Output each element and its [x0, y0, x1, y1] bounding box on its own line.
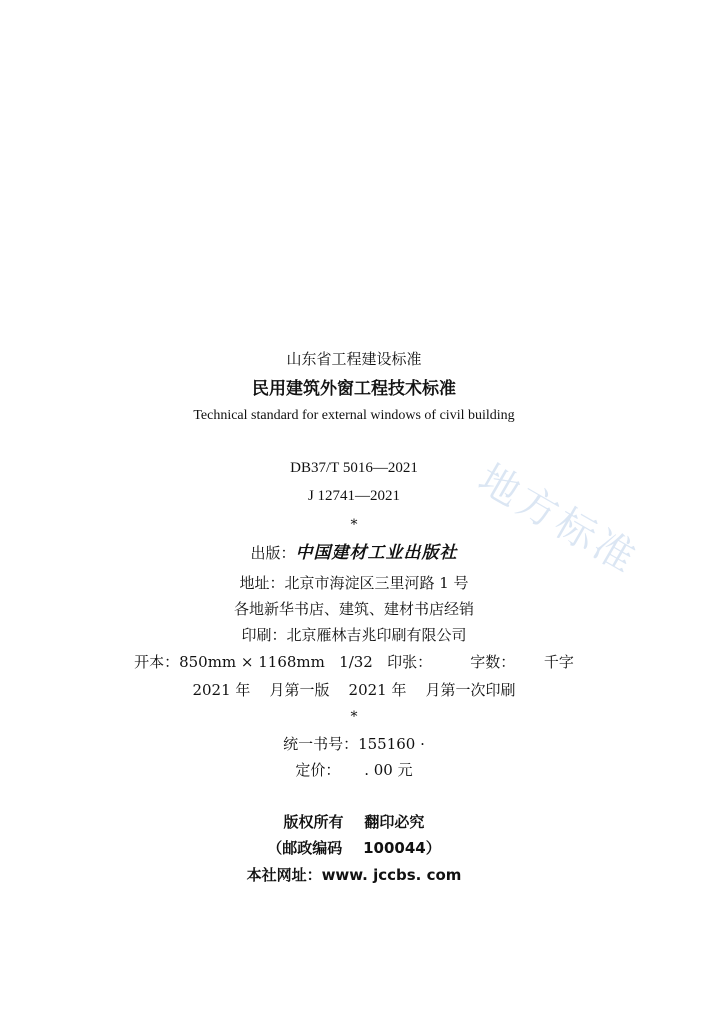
- price: 定价： . 00 元: [295, 761, 413, 779]
- separator-star: *: [350, 517, 358, 533]
- copyright-notice: 版权所有 翻印必究: [283, 813, 425, 831]
- publisher-name: 中国建材工业出版社: [295, 543, 458, 563]
- printer-info: 印刷：北京雁林吉兆印刷有限公司: [241, 626, 467, 644]
- watermark: 地方标准: [470, 455, 646, 584]
- standard-series: 山东省工程建设标准: [286, 350, 422, 368]
- registration-code: J 12741—2021: [307, 488, 401, 504]
- document-title: 民用建筑外窗工程技术标准: [252, 379, 456, 399]
- publisher-label: 出版：: [250, 544, 296, 562]
- standard-code: DB37/T 5016—2021: [290, 460, 418, 476]
- publisher-website: 本社网址：www. jccbs. com: [246, 866, 462, 884]
- separator-star: *: [350, 709, 358, 725]
- format-info: 开本：850mm × 1168mm 1/32 印张： 字数： 千字: [134, 653, 574, 671]
- book-number: 统一书号：155160 ·: [283, 735, 425, 753]
- distribution-info: 各地新华书店、建筑、建材书店经销: [233, 600, 474, 618]
- postal-code: （邮政编码 100044）: [267, 839, 441, 857]
- edition-info: 2021 年 月第一版 2021 年 月第一次印刷: [192, 681, 516, 699]
- document-title-english: Technical standard for external windows of civil building: [193, 408, 515, 423]
- publisher-address: 地址：北京市海淀区三里河路 1 号: [239, 574, 469, 592]
